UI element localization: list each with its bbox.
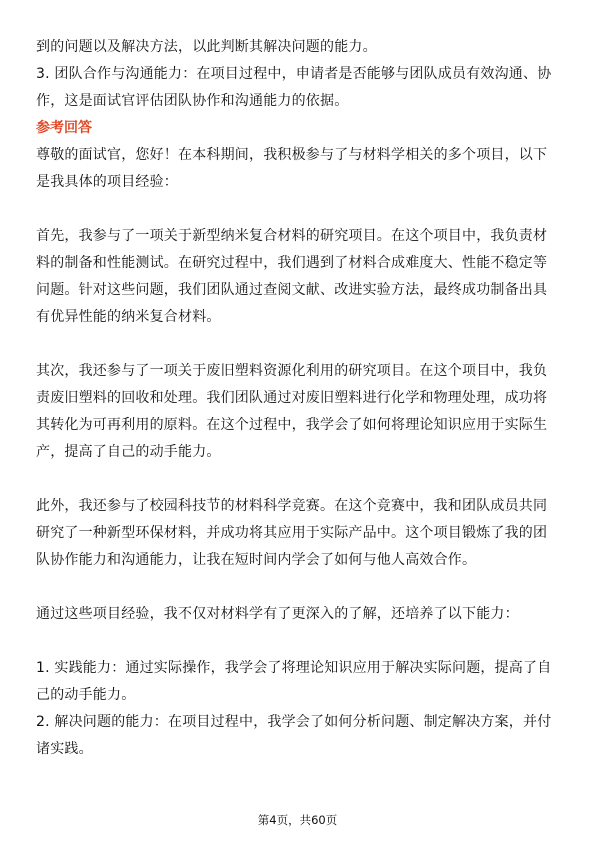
list-item-continuation: 诸实践。	[36, 741, 93, 757]
text-line: 责废旧塑料的回收和处理。我们团队通过对废旧塑料进行化学和物理处理，成功将	[36, 390, 548, 406]
text-line: 此外，我还参与了校园科技节的材料科学竞赛。在这个竞赛中，我和团队成员共同	[36, 498, 548, 514]
text-line: 通过这些项目经验，我不仅对材料学有了更深入的了解，还培养了以下能力：	[36, 606, 519, 622]
text-line: 作，这是面试官评估团队协作和沟通能力的依据。	[36, 93, 349, 109]
abilities-list	[36, 655, 558, 763]
paragraph-project-1	[36, 223, 558, 331]
text-line: 问题。针对这些问题，我们团队通过查阅文献、改进实验方法，最终成功制备出具	[36, 282, 548, 298]
paragraph-spacer	[36, 466, 558, 493]
paragraph-spacer	[36, 331, 558, 358]
list-item: 1. 实践能力：通过实际操作，我学会了将理论知识应用于解决实际问题，提高了自	[36, 660, 552, 676]
text-line: 尊敬的面试官，您好！在本科期间，我积极参与了与材料学相关的多个项目，以下	[36, 147, 548, 163]
list-item-continuation: 己的动手能力。	[36, 687, 136, 703]
text-line: 料的制备和性能测试。在研究过程中，我们遇到了材料合成难度大、性能不稳定等	[36, 255, 548, 271]
text-line: 有优异性能的纳米复合材料。	[36, 309, 221, 325]
text-line: 其转化为可再利用的原料。在这个过程中，我学会了如何将理论知识应用于实际生	[36, 417, 548, 433]
paragraph-spacer	[36, 574, 558, 601]
list-item: 2. 解决问题的能力：在项目过程中，我学会了如何分析问题、制定解决方案，并付	[36, 714, 552, 730]
page-content	[36, 34, 558, 763]
text-line: 队协作能力和沟通能力，让我在短时间内学会了如何与他人高效合作。	[36, 552, 477, 568]
answer-heading: 参考回答	[36, 120, 92, 136]
text-line: 研究了一种新型环保材料，并成功将其应用于实际产品中。这个项目锻炼了我的团	[36, 525, 548, 541]
text-line: 首先，我参与了一项关于新型纳米复合材料的研究项目。在这个项目中，我负责材	[36, 228, 548, 244]
page-number: 第4页，共60页	[257, 813, 338, 827]
criteria-block	[36, 34, 558, 115]
text-line: 其次，我还参与了一项关于废旧塑料资源化利用的研究项目。在这个项目中，我负	[36, 363, 548, 379]
text-line: 产，提高了自己的动手能力。	[36, 444, 221, 460]
paragraph-spacer	[36, 196, 558, 223]
paragraph-project-2	[36, 358, 558, 466]
paragraph-spacer	[36, 628, 558, 655]
paragraph-summary	[36, 601, 558, 628]
text-line: 是我具体的项目经验：	[36, 174, 178, 190]
text-line: 3. 团队合作与沟通能力：在项目过程中，申请者是否能够与团队成员有效沟通、协	[36, 66, 552, 82]
paragraph-greeting	[36, 142, 558, 196]
text-line: 到的问题以及解决方法，以此判断其解决问题的能力。	[36, 39, 377, 55]
paragraph-project-3	[36, 493, 558, 574]
